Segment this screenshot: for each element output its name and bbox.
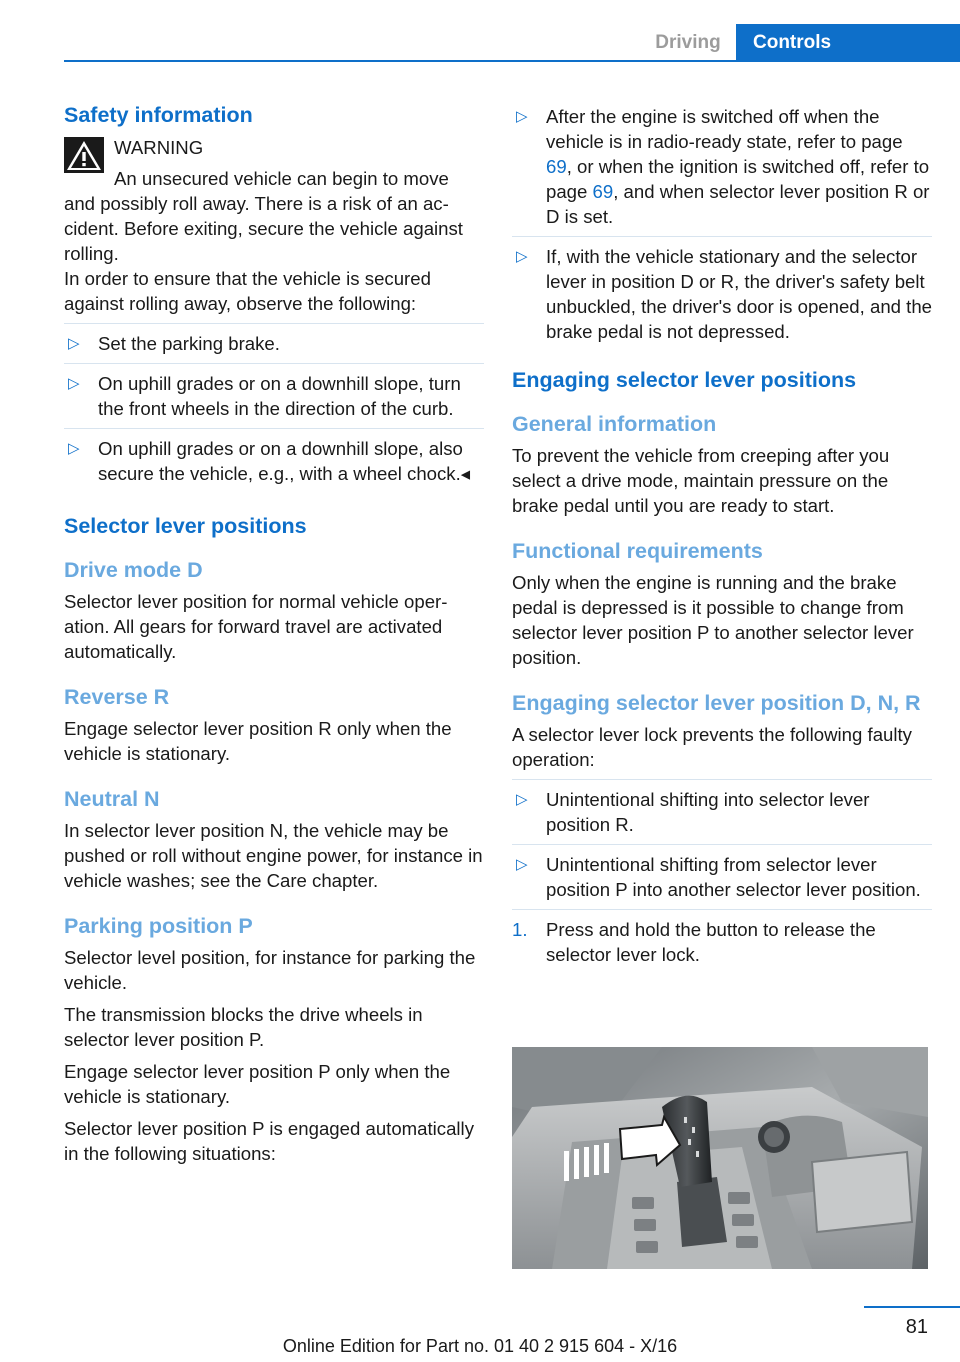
heading-reverse: Reverse R (64, 685, 170, 709)
step-number: 1. (512, 919, 528, 940)
edition-footer: Online Edition for Part no. 01 40 2 915 604 - X/16 (282, 1336, 678, 1356)
paragraph-neutral: In selector lever position N, the vehicle may be pushed or roll without engine power, for instance in vehicle washes; see the Care chapter. (64, 820, 483, 891)
warning-block (64, 135, 484, 266)
list-item: ▷ On uphill grades or on a downhill slope, turn the front wheels in the direction of the curb. (64, 363, 484, 428)
footer-rule (864, 1306, 960, 1308)
heading-general-information: General information (512, 412, 717, 436)
tab-controls[interactable]: Controls (736, 24, 960, 62)
heading-drive-mode: Drive mode D (64, 558, 203, 582)
tab-driving[interactable]: Driving (640, 24, 736, 62)
paragraph-parking-3: Engage selector lever position P only when the vehicle is stationary. (64, 1061, 451, 1107)
auto-park-bullet-list (512, 102, 932, 351)
paragraph-general: To prevent the vehicle from creeping after you select a drive mode, maintain pressure on the brake pedal until you are ready to start. (512, 445, 890, 516)
heading-engaging-selector: Engaging selector lever positions (512, 368, 857, 392)
list-item: ▷ Set the parking brake. (64, 323, 484, 363)
paragraph-parking-1: Selector level position, for instance for parking the vehicle. (64, 947, 476, 993)
bullet-triangle-icon: ▷ (68, 335, 80, 352)
list-item: ▷ After the engine is switched off when the vehicle is in radio-ready state, refer to page 69, or when the ignition is switched off, refer to page 69, and when selector lever position R or D is set. (516, 106, 930, 227)
warning-label: WARNING (114, 137, 204, 158)
heading-parking: Parking position P (64, 914, 253, 938)
bullet-triangle-icon: ▷ (516, 248, 528, 265)
bullet-triangle-icon: ▷ (516, 856, 528, 873)
gear-selector-illustration (512, 1047, 928, 1269)
bullet-triangle-icon: ▷ (516, 108, 528, 125)
left-column (64, 102, 484, 1173)
paragraph-drive: Selector lever position for normal vehicle operation. All gears for forward travel are activated automatically. (64, 591, 448, 662)
bullet-triangle-icon: ▷ (68, 440, 80, 457)
paragraph-functional: Only when the engine is running and the brake pedal is depressed is it possible to change from selector lever position P to another selector lever position. (512, 572, 914, 668)
paragraph-parking-4: Selector lever position P is engaged automatically in the following situations: (64, 1118, 474, 1164)
bullet-triangle-icon: ▷ (516, 791, 528, 808)
page-number: 81 (905, 1316, 928, 1338)
list-item: ▷ If, with the vehicle stationary and the selector lever in position D or R, the driver's safety belt unbuckled, the driver's door is opened, and the brake pedal is not depressed. (512, 236, 932, 351)
paragraph-ensure: In order to ensure that the vehicle is secured against rolling away, observe the following: (64, 268, 431, 314)
bullet-triangle-icon: ▷ (68, 375, 80, 392)
right-column (512, 102, 932, 982)
list-item: ▷ On uphill grades or on a downhill slope, also secure the vehicle, e.g., with a wheel chock.◂ (64, 428, 484, 493)
heading-engaging-dnr: Engaging selector lever position D, N, R (512, 691, 921, 715)
list-item: ▷ Unintentional shifting into selector lever position R. (512, 779, 932, 844)
list-item: ▷ Unintentional shifting from selector lever position P into another selector lever position. (512, 844, 932, 909)
paragraph-parking-2: The transmission blocks the drive wheels in selector lever position P. (64, 1004, 423, 1050)
page-link-69[interactable]: 69 (546, 156, 567, 177)
heading-neutral: Neutral N (64, 787, 160, 811)
heading-safety-information: Safety information (64, 103, 253, 127)
paragraph-lock: A selector lever lock prevents the following faulty operation: (512, 724, 912, 770)
paragraph-reverse: Engage selector lever position R only when the vehicle is stationary. (64, 718, 452, 764)
selector-lever-photo (512, 1047, 928, 1269)
page-link-69[interactable]: 69 (592, 181, 614, 202)
header-rule (64, 60, 960, 62)
list-item: 1. Press and hold the button to release the selector lever lock. (512, 909, 932, 974)
warning-triangle-icon (64, 137, 104, 173)
page-header (0, 24, 960, 62)
warning-text: An unsecured vehicle can begin to move and possibly roll away. There is a risk of an accident. Before exiting, secure the vehicle against rolling. (64, 168, 463, 264)
safety-bullet-list (64, 323, 484, 493)
heading-functional-requirements: Functional requirements (512, 539, 763, 563)
lock-bullet-list (512, 779, 932, 974)
heading-selector-lever-positions: Selector lever positions (64, 514, 307, 538)
